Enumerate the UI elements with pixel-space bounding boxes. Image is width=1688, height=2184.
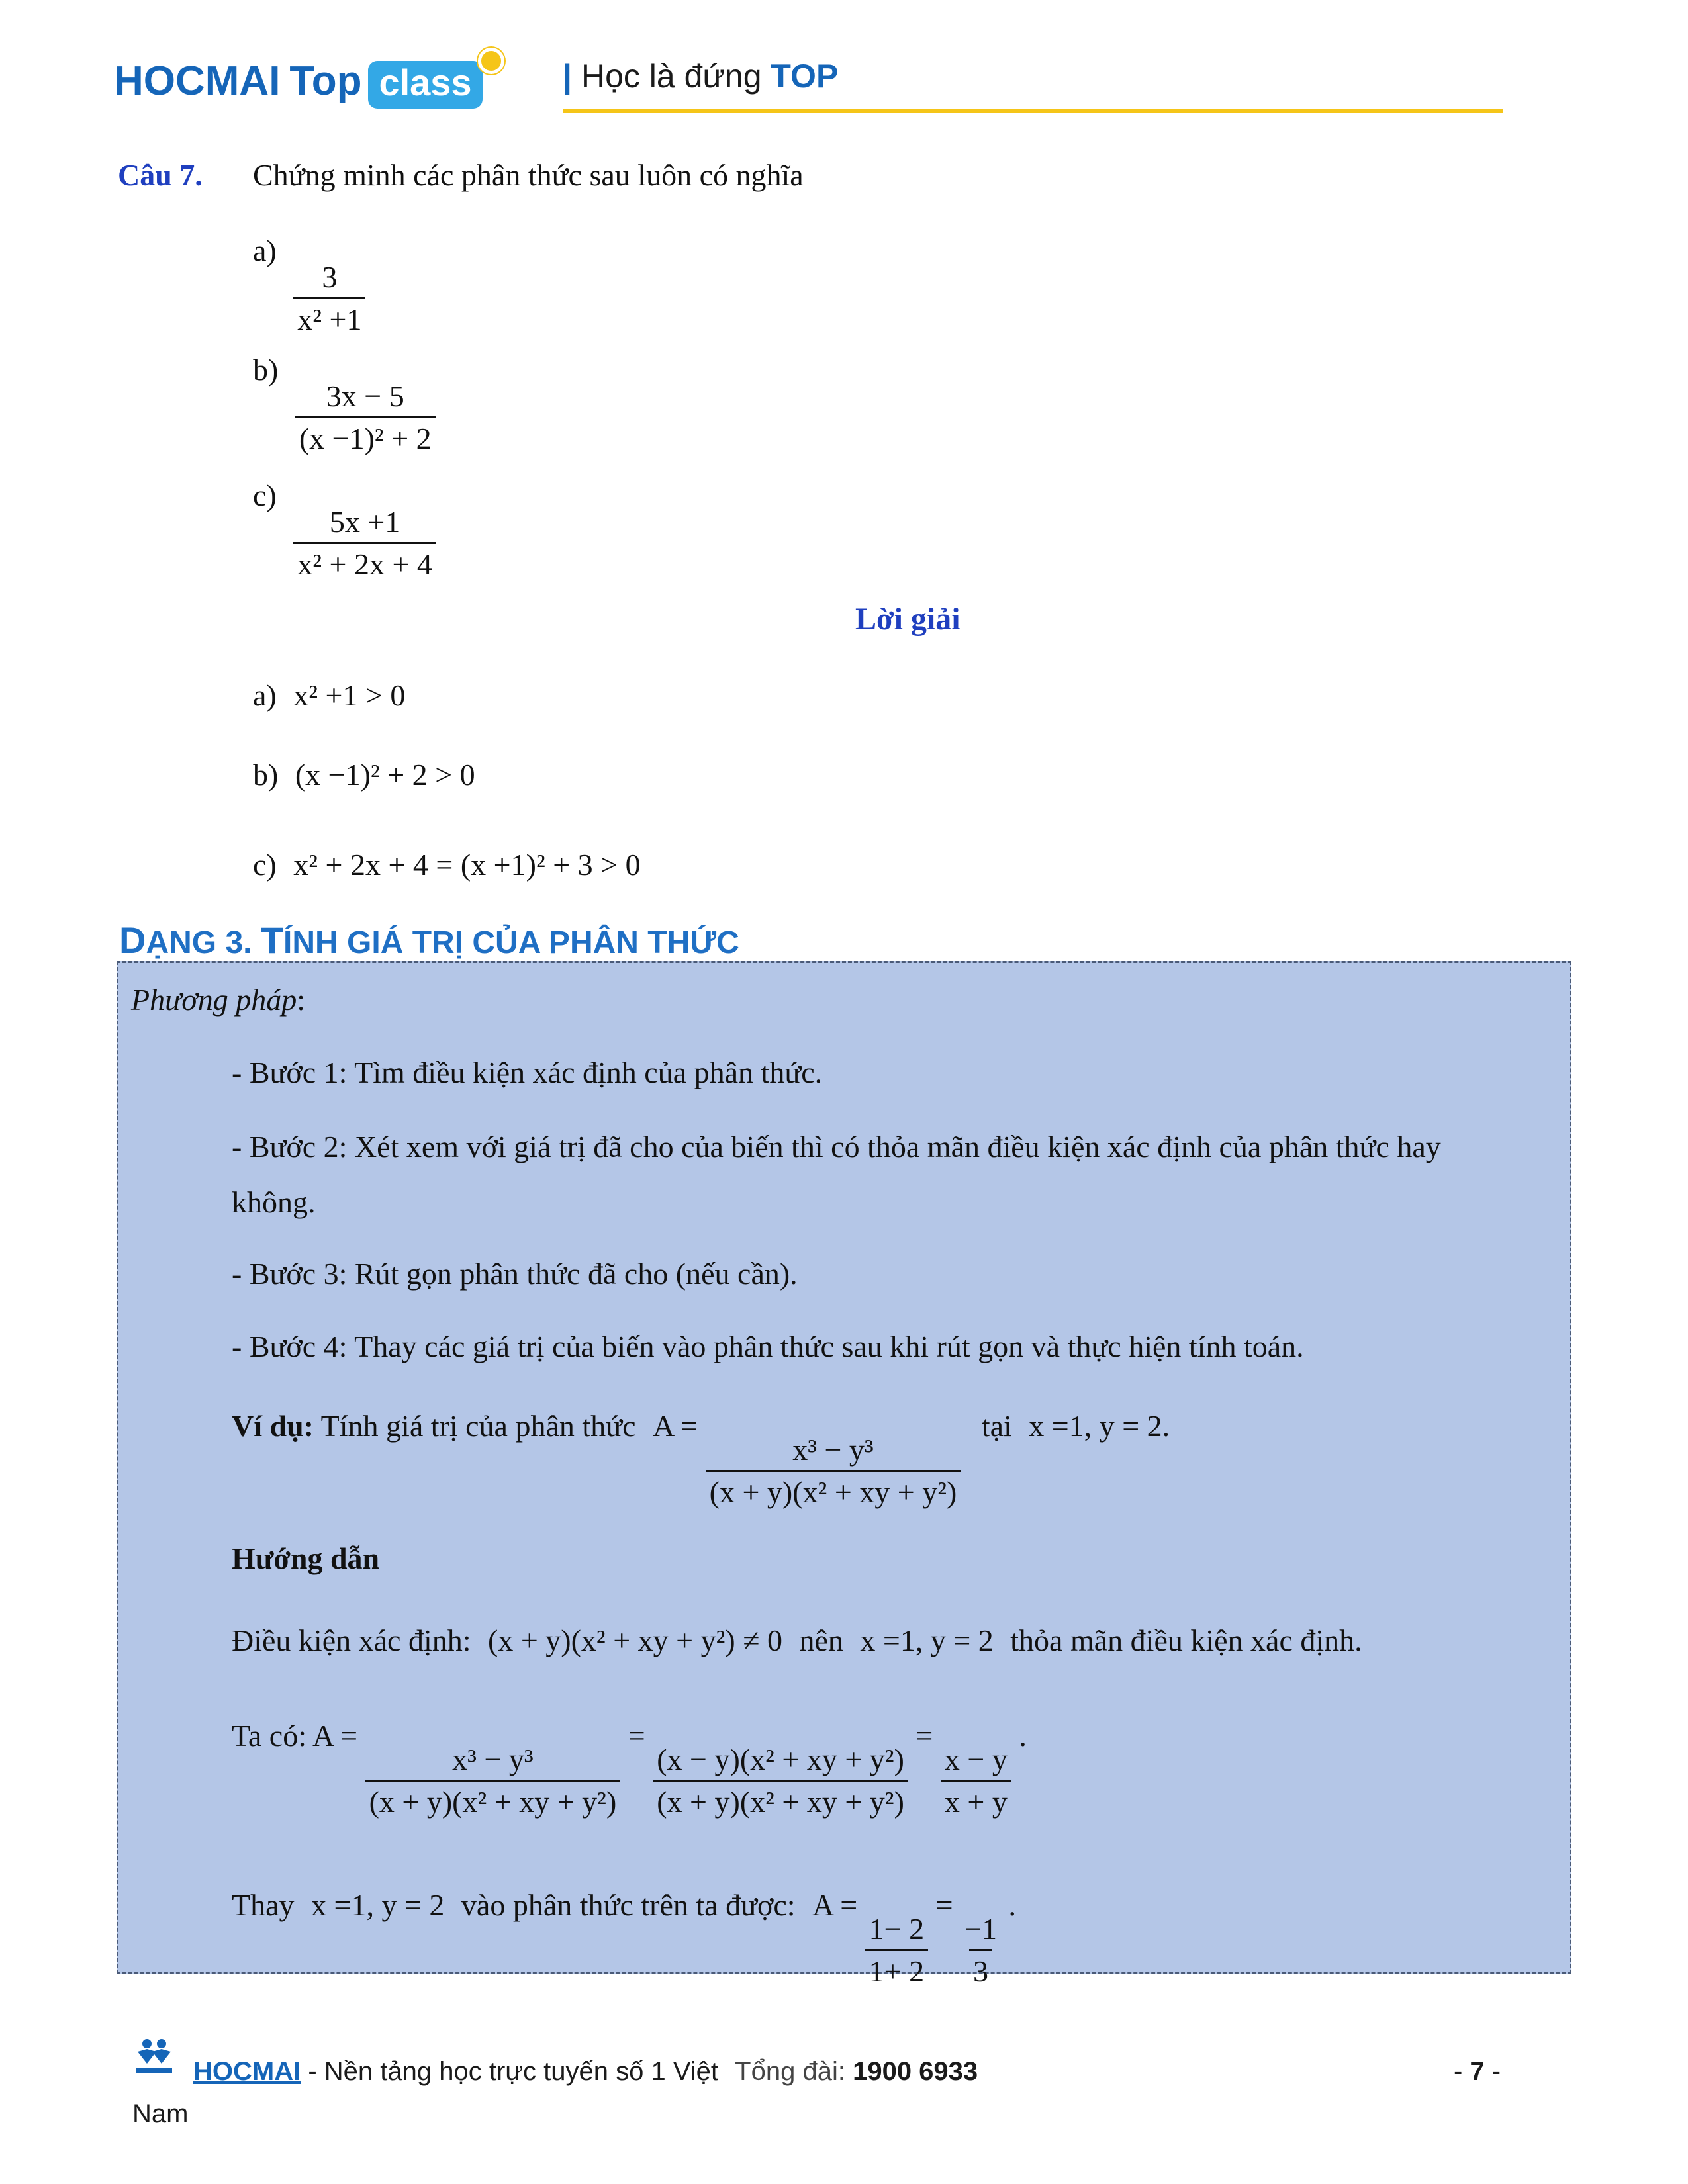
brand-hocmai: HOCMAI xyxy=(114,58,281,104)
method-heading: Phương pháp: xyxy=(131,983,306,1017)
method-step-1: - Bước 1: Tìm điều kiện xác định của phân thức. xyxy=(232,1056,823,1089)
fraction-numerator: 3x − 5 xyxy=(326,379,404,413)
fraction-1: $\frac{\text{x³ − y³}}{\text{(x + y)(x² + xy + y²)}}$ xyxy=(365,1742,621,1819)
method-step-2-cont: không. xyxy=(232,1185,316,1219)
hotline-number: 1900 6933 xyxy=(853,2057,978,2086)
fraction-numerator: 3 xyxy=(322,260,338,294)
section-title: DẠNG 3. TÍNH GIÁ TRỊ CỦA PHÂN THỨC xyxy=(119,919,739,961)
star-icon xyxy=(478,48,504,74)
method-step-3: - Bước 3: Rút gọn phân thức đã cho (nếu cần). xyxy=(232,1257,798,1291)
guide-title: Hướng dẫn xyxy=(232,1541,380,1575)
item-label: b) xyxy=(253,353,279,387)
taco-line: Ta có: A = $\frac{\text{x³ − y³}}{\text{(x + y)(x² + xy + y²)}}$ = $\frac{\text{(x − y)(x² + xy + y²)}}{\text{(x + y)(x² + xy + y²)}}$ = $\frac{x - y}{x + y}$ . xyxy=(232,1719,1027,1819)
fraction xyxy=(293,259,365,337)
footer-line: HOCMAI - Nền tảng học trực tuyến số 1 Việt Tổng đài: 1900 6933 xyxy=(193,2057,978,2086)
method-step-2: - Bước 2: Xét xem với giá trị đã cho của biến thì có thỏa mãn điều kiện xác định của phân thức hay xyxy=(232,1130,1441,1163)
fraction xyxy=(293,504,436,582)
brand-top: Top xyxy=(289,58,362,104)
question-item-b xyxy=(253,352,436,456)
result-fraction-1: $\frac{1- 2}{1+ 2}$ xyxy=(865,1911,928,1989)
footer-brand-link[interactable]: HOCMAI xyxy=(193,2057,301,2086)
thay-line: Thay x =1, y = 2 vào phân thức trên ta được: A = $\frac{1- 2}{1+ 2}$ = $\frac{-1}{3}$ . xyxy=(232,1888,1017,1988)
method-step-4: - Bước 4: Thay các giá trị của biến vào phân thức sau khi rút gọn và thực hiện tính toán. xyxy=(232,1330,1304,1363)
item-label: a) xyxy=(253,234,277,267)
fraction xyxy=(295,379,436,456)
slogan-top: TOP xyxy=(771,58,839,95)
fraction-2: $\frac{\text{(x − y)(x² + xy + y²)}}{\text{(x + y)(x² + xy + y²)}}$ xyxy=(653,1742,908,1819)
slogan: | Học là đứng TOP xyxy=(563,58,839,95)
header-divider xyxy=(563,109,1503,113)
slogan-text: Học là đứng xyxy=(581,58,762,95)
hocmai-logo-icon xyxy=(132,2037,176,2075)
page-number: - 7 - xyxy=(1454,2057,1501,2086)
question-label: Câu 7. xyxy=(118,158,203,192)
example-label: Ví dụ: xyxy=(232,1409,314,1443)
solution-line-c: c) x² + 2x + 4 = (x +1)² + 3 > 0 xyxy=(253,848,641,882)
fraction-3: $\frac{x - y}{x + y}$ xyxy=(941,1742,1011,1819)
solution-line-a: a) x² +1 > 0 xyxy=(253,678,406,712)
fraction-denominator: x² + 2x + 4 xyxy=(293,542,436,582)
dkxd-line: Điều kiện xác định: (x + y)(x² + xy + y²) ≠ 0 nên x =1, y = 2 thỏa mãn điều kiện xác định. xyxy=(232,1623,1362,1657)
solution-line-b: b) (x −1)² + 2 > 0 xyxy=(253,758,475,792)
fraction-denominator: (x −1)² + 2 xyxy=(295,416,436,456)
brand-class: class xyxy=(368,61,482,109)
question-item-c xyxy=(253,478,436,582)
fraction-denominator: x² +1 xyxy=(293,297,365,337)
solution-title: Lời giải xyxy=(855,602,961,637)
question-prompt: Chứng minh các phân thức sau luôn có nghĩa xyxy=(253,158,804,192)
footer-tagline-cont: Nam xyxy=(132,2099,189,2128)
fraction-numerator: 5x +1 xyxy=(329,505,400,539)
example-fraction: $\frac{\text{x³ − y³}}{\text{(x + y)(x² + xy + y²)}}$ xyxy=(706,1432,961,1510)
item-label: c) xyxy=(253,478,277,512)
result-fraction-2: $\frac{-1}{3}$ xyxy=(964,1912,998,1988)
example-line: Ví dụ: Tính giá trị của phân thức A = $\frac{\text{x³ − y³}}{\text{(x + y)(x² + xy + y²)}}$ tại x =1, y = 2. xyxy=(232,1409,1170,1509)
brand-logo xyxy=(114,54,483,107)
question-item-a xyxy=(253,233,365,337)
